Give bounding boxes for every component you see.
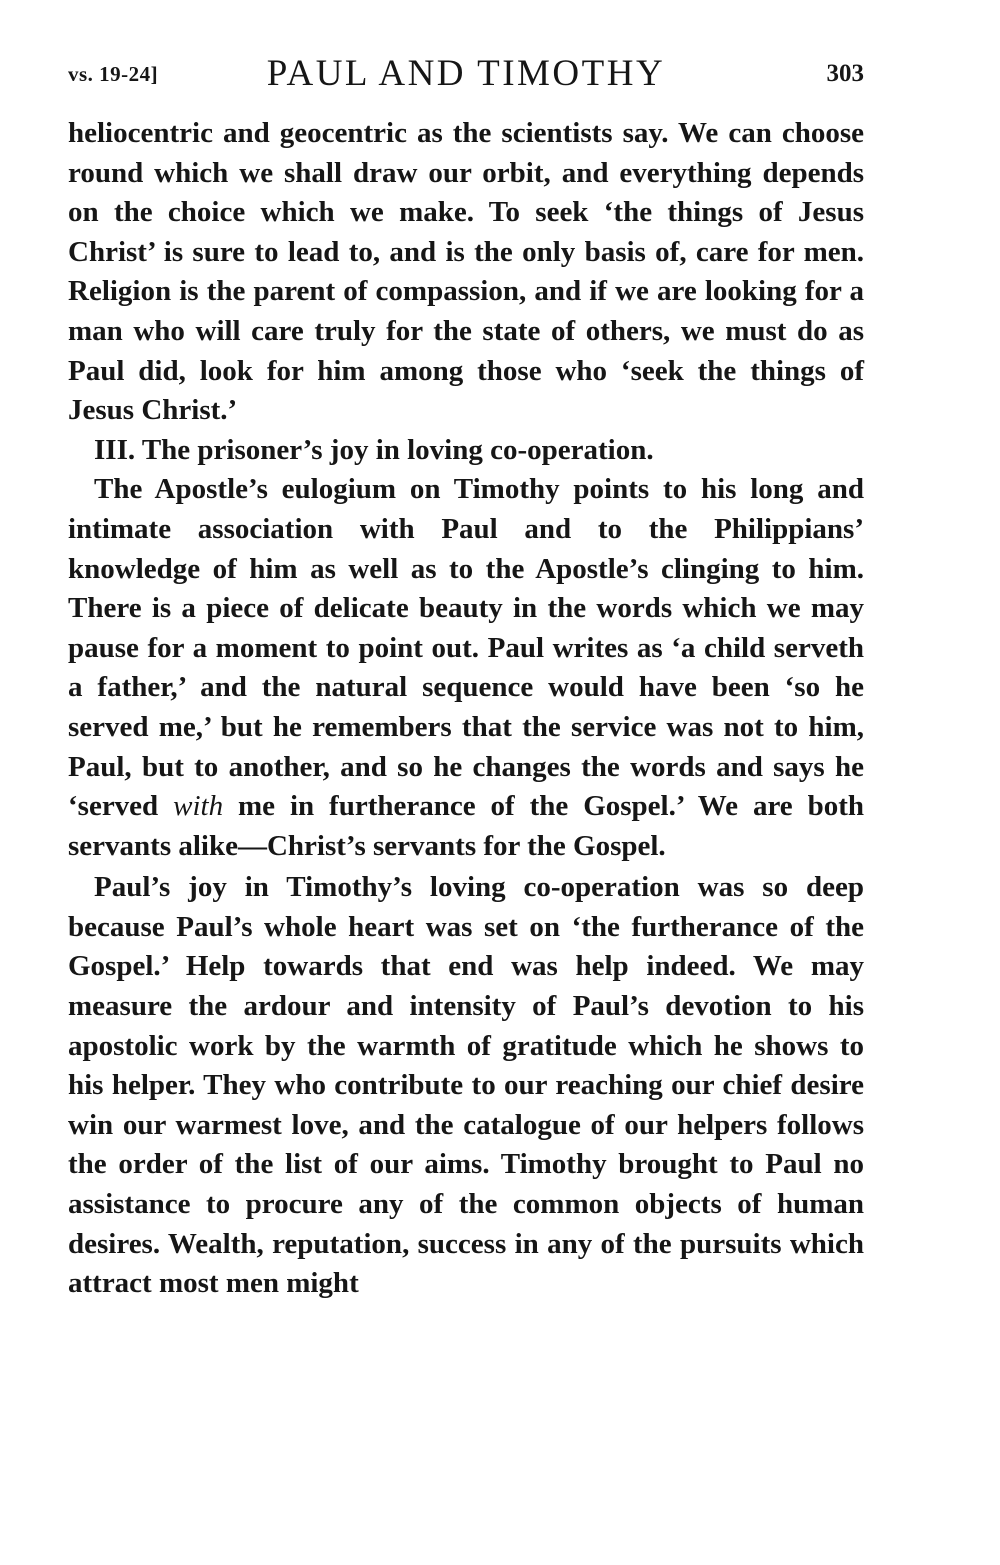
page-title: PAUL AND TIMOTHY <box>266 53 666 94</box>
body-text <box>68 114 864 1304</box>
paragraph-continuation: heliocentric and geocentric as the scientists say. We can choose round which we shall draw our orbit, and everything depends on the choice which we make. To seek ‘the things of Jesus Christ’ is sure to lead to, and is the only basis of, care for men. Religion is the parent of compassion, and if we are looking for a man who will care truly for the state of others, we must do as Paul did, look for him among those who ‘seek the things of Jesus Christ.’ <box>68 117 864 427</box>
paragraph-joy: Paul’s joy in Timothy’s loving co-operation was so deep because Paul’s whole heart was set on ‘the furtherance of the Gospel.’ Help towards that end was help indeed. We may measure the ardour and intensity of Paul’s devotion to his apostolic work by the warmth of gratitude which he shows to his helper. They who contribute to our reaching our chief desire win our warmest love, and the catalogue of our helpers follows the order of the list of our aims. Timothy brought to Paul no assistance to procure any of the common objects of human desires. Wealth, reputation, success in any of the pursuits which attract most men might <box>68 871 864 1300</box>
paragraph-text: The Apostle’s eulogium on Timothy points to his long and intimate association with Paul and to the Philippians’ knowledge of him as well as to the Apostle’s clinging to him. There is a piece of delicate beauty in the words which we may pause for a moment to point out. Paul writes as ‘a child serveth a father,’ and the natural sequence would have been ‘so he served me,’ but he remembers that the service was not to him, Paul, but to another, and so he changes the words and says he ‘served <box>68 473 864 823</box>
verse-range: vs. 19-24] <box>68 62 159 86</box>
section-heading: III. The prisoner’s joy in loving co-operation. <box>94 433 654 466</box>
book-page <box>68 52 864 1304</box>
paragraph-eulogium <box>68 470 864 866</box>
paragraph-text: me in furtherance of the Gospel.’ We are both servants alike—Christ’s servants for the Gospel. <box>68 790 864 862</box>
running-head <box>68 52 864 108</box>
page-number: 303 <box>826 60 864 87</box>
emphasis-word: with <box>173 790 224 823</box>
